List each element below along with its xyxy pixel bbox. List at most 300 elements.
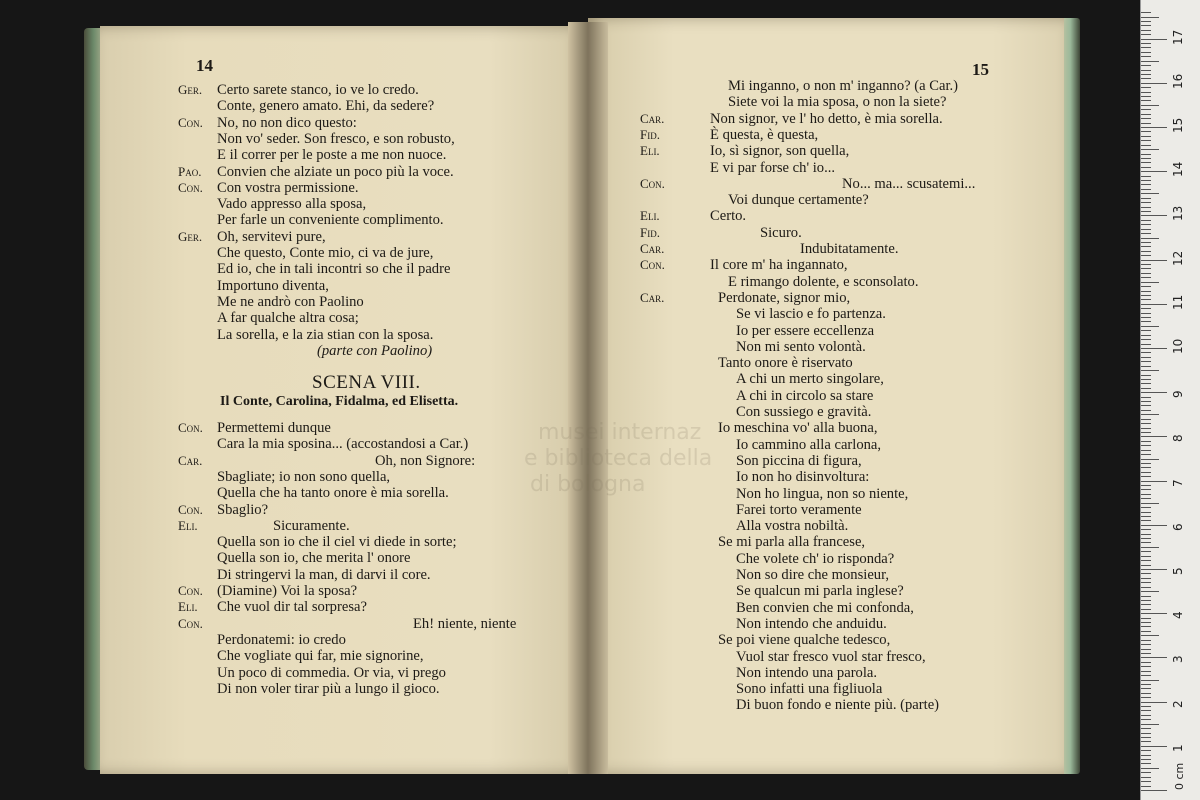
verse-line — [640, 681, 882, 697]
ruler-tick — [1141, 286, 1151, 287]
ruler-tick — [1141, 542, 1151, 543]
verse-line — [640, 78, 958, 94]
ruler-tick — [1141, 578, 1151, 579]
line-text: E rimango dolente, e sconsolato. — [728, 273, 919, 290]
ruler-tick — [1141, 728, 1151, 729]
line-text: Non mi sento volontà. — [736, 338, 866, 355]
ruler-tick — [1141, 423, 1151, 424]
verse-line — [640, 192, 869, 208]
ruler-tick — [1141, 631, 1151, 632]
line-text: Ed io, che in tali incontri so che il padre — [217, 261, 451, 278]
ruler-tick — [1141, 790, 1167, 791]
line-text: Alla vostra nobiltà. — [736, 518, 849, 535]
ruler-tick — [1141, 467, 1151, 468]
ruler-tick — [1141, 61, 1159, 62]
verse-line — [640, 274, 918, 290]
verse-line — [640, 632, 890, 648]
ruler-tick — [1141, 737, 1151, 738]
verse-line — [178, 212, 444, 228]
verse-line — [640, 649, 926, 665]
line-text: Se qualcun mi parla inglese? — [736, 583, 904, 600]
line-text: Voi dunque certamente? — [728, 192, 869, 209]
ruler-tick — [1141, 454, 1151, 455]
ruler-tick — [1141, 644, 1151, 645]
ruler-tick — [1141, 92, 1151, 93]
ruler-tick — [1141, 136, 1151, 137]
verse-line — [178, 261, 450, 277]
ruler-tick — [1141, 750, 1151, 751]
ruler-tick — [1141, 538, 1151, 539]
ruler-tick — [1141, 507, 1151, 508]
ruler-tick — [1141, 459, 1159, 460]
ruler-tick — [1141, 211, 1151, 212]
verse-line — [178, 294, 364, 310]
line-text: A chi un merto singolare, — [736, 371, 884, 388]
ruler-tick — [1141, 591, 1159, 592]
ruler-tick — [1141, 436, 1167, 437]
speaker-label: Car. — [178, 452, 203, 468]
watermark-line-2: e biblioteca della — [524, 446, 713, 471]
ruler-tick — [1141, 352, 1151, 353]
line-text: No... ma... scusatemi... — [842, 175, 976, 192]
ruler-tick — [1141, 494, 1151, 495]
line-text: Se vi lascio e fo partenza. — [736, 306, 886, 323]
verse-line — [640, 225, 802, 241]
line-text: Tanto onore è riservato — [718, 355, 853, 372]
line-text: Io cammino alla carlona, — [736, 436, 882, 453]
line-text: A chi in circolo sa stare — [736, 387, 874, 404]
line-text: Quella son io che il ciel vi diede in sorte; — [217, 534, 457, 551]
line-text: Certo sarete stanco, io ve lo credo. — [217, 82, 419, 98]
ruler-tick — [1141, 176, 1151, 177]
ruler-tick — [1141, 21, 1151, 22]
line-text: Per farle un conveniente complimento. — [217, 212, 444, 229]
speaker-label: Con. — [178, 501, 203, 517]
verse-line — [640, 176, 975, 192]
verse-line — [178, 420, 331, 436]
ruler-number: 2 — [1171, 699, 1185, 708]
ruler-tick — [1141, 361, 1151, 362]
verse-line — [640, 518, 848, 534]
verse-line — [178, 278, 329, 294]
ruler-tick — [1141, 317, 1151, 318]
ruler-tick — [1141, 291, 1151, 292]
right-page — [588, 18, 1064, 774]
line-text: Conte, genero amato. Ehi, da sedere? — [217, 98, 435, 115]
ruler-tick — [1141, 600, 1151, 601]
ruler-tick — [1141, 671, 1151, 672]
verse-line — [640, 241, 898, 257]
verse-line — [178, 485, 449, 501]
ruler-tick — [1141, 680, 1159, 681]
ruler-tick — [1141, 405, 1151, 406]
ruler-tick — [1141, 114, 1151, 115]
line-text: Me ne andrò con Paolino — [217, 293, 364, 310]
speaker-label: Con. — [640, 257, 665, 273]
line-text: Io per essere eccellenza — [736, 322, 875, 339]
speaker-label: Car. — [640, 289, 665, 305]
speaker-label: Pao. — [178, 163, 202, 179]
ruler-tick — [1141, 741, 1151, 742]
speaker-label: Con. — [178, 615, 203, 631]
ruler-number: 14 — [1171, 161, 1185, 178]
line-text: Siete voi la mia sposa, o non la siete? — [728, 94, 947, 111]
ruler-tick — [1141, 649, 1151, 650]
speaker-label: Eli. — [640, 208, 660, 224]
verse-line — [640, 355, 853, 371]
verse-line — [178, 469, 390, 485]
ruler-tick — [1141, 198, 1151, 199]
ruler-tick — [1141, 697, 1151, 698]
line-text: Sbagliate; io non sono quella, — [217, 468, 391, 485]
ruler-tick — [1141, 392, 1167, 393]
ruler-tick — [1141, 710, 1151, 711]
line-text: Io non ho disinvoltura: — [736, 469, 870, 486]
ruler-tick — [1141, 366, 1151, 367]
ruler-tick — [1141, 238, 1159, 239]
line-text: Cara la mia sposina... (accostandosi a Car.) — [217, 436, 469, 453]
ruler-tick — [1141, 445, 1151, 446]
ruler-tick — [1141, 428, 1151, 429]
line-text: Mi inganno, o non m' inganno? (a Car.) — [728, 78, 959, 94]
ruler-number: 13 — [1171, 206, 1185, 222]
left-page — [100, 26, 586, 774]
ruler-tick — [1141, 746, 1167, 747]
line-text: Perdonate, signor mio, — [718, 289, 851, 306]
ruler-tick — [1141, 485, 1151, 486]
ruler-tick — [1141, 348, 1167, 349]
ruler-tick — [1141, 618, 1151, 619]
verse-line — [178, 327, 433, 343]
line-text: E il correr per le poste a me non nuoce. — [217, 147, 447, 164]
ruler-tick — [1141, 640, 1151, 641]
ruler-tick — [1141, 582, 1151, 583]
ruler-tick — [1141, 401, 1151, 402]
verse-line — [178, 599, 367, 615]
verse-line — [640, 94, 946, 110]
ruler-tick — [1141, 162, 1151, 163]
ruler-tick — [1141, 260, 1167, 261]
verse-line — [640, 404, 871, 420]
ruler-tick — [1141, 17, 1159, 18]
line-text: È questa, è questa, — [710, 126, 819, 143]
ruler-tick — [1141, 596, 1151, 597]
ruler-tick — [1141, 622, 1151, 623]
line-text: Non signor, ve l' ho detto, è mia sorella. — [710, 110, 943, 127]
ruler-tick — [1141, 233, 1151, 234]
line-text: Sbaglio? — [217, 501, 269, 518]
ruler-tick — [1141, 419, 1151, 420]
verse-line — [178, 648, 424, 664]
ruler-tick — [1141, 657, 1167, 658]
verse-line — [178, 534, 457, 550]
verse-line — [178, 550, 411, 566]
ruler-tick — [1141, 78, 1151, 79]
ruler-tick — [1141, 118, 1151, 119]
line-text: Il core m' ha ingannato, — [710, 257, 848, 274]
verse-line — [178, 196, 366, 212]
ruler-tick — [1141, 463, 1151, 464]
speaker-label: Con. — [178, 583, 203, 598]
ruler-tick — [1141, 560, 1151, 561]
ruler-tick — [1141, 43, 1151, 44]
verse-line — [640, 371, 884, 387]
ruler-number: 6 — [1171, 523, 1185, 531]
verse-line — [640, 388, 873, 404]
line-text: Oh, non Signore: — [375, 452, 476, 469]
ruler-tick — [1141, 604, 1151, 605]
ruler-tick — [1141, 313, 1151, 314]
ruler-number: 16 — [1171, 73, 1185, 89]
ruler-tick — [1141, 255, 1151, 256]
ruler-tick — [1141, 768, 1159, 769]
ruler-tick — [1141, 410, 1151, 411]
verse-line — [640, 290, 850, 306]
line-text: Oh, servitevi pure, — [217, 228, 326, 245]
line-text: Eh! niente, niente — [413, 615, 517, 632]
verse-line — [178, 131, 455, 147]
line-text: No, no non dico questo: — [217, 114, 357, 131]
verse-line — [178, 147, 446, 163]
ruler-tick — [1141, 321, 1151, 322]
line-text: Con sussiego e gravità. — [736, 404, 872, 420]
ruler-tick — [1141, 295, 1151, 296]
ruler-tick — [1141, 397, 1151, 398]
verse-line — [640, 502, 862, 518]
speaker-label: Ger. — [178, 82, 203, 97]
line-text: Che vuol dir tal sorpresa? — [217, 599, 367, 616]
verse-line — [640, 567, 889, 583]
ruler-tick — [1141, 34, 1151, 35]
verse-line — [640, 583, 904, 599]
verse-line — [178, 502, 268, 518]
ruler-tick — [1141, 379, 1151, 380]
speaker-label: Eli. — [640, 143, 660, 159]
line-text: Indubitatamente. — [800, 241, 899, 257]
line-text: (Diamine) Voi la sposa? — [217, 583, 358, 599]
verse-line — [640, 208, 746, 224]
verse-line — [178, 453, 475, 469]
ruler-tick — [1141, 755, 1151, 756]
verse-line — [640, 534, 865, 550]
ruler-tick — [1141, 242, 1151, 243]
line-text: Che volete ch' io risponda? — [736, 550, 895, 567]
ruler-tick — [1141, 432, 1151, 433]
verse-line — [640, 111, 943, 127]
line-text: Di non voler tirar più a lungo il gioco. — [217, 680, 440, 697]
ruler-tick — [1141, 25, 1151, 26]
ruler-tick — [1141, 149, 1159, 150]
ruler-tick — [1141, 56, 1151, 57]
ruler-tick — [1141, 569, 1167, 570]
verse-line — [178, 665, 446, 681]
ruler-tick — [1141, 180, 1151, 181]
speaker-label: Con. — [178, 179, 203, 195]
line-text: Un poco di commedia. Or via, vi prego — [217, 664, 446, 681]
ruler-unit-label: 0 cm — [1173, 762, 1186, 790]
verse-line — [640, 665, 877, 681]
speaker-label: Fid. — [640, 224, 660, 240]
verse-line — [640, 339, 866, 355]
line-text: (parte con Paolino) — [317, 342, 433, 359]
verse-line — [178, 436, 468, 452]
book-spine — [568, 22, 608, 774]
ruler-tick — [1141, 520, 1151, 521]
ruler-tick — [1141, 688, 1151, 689]
verse-line — [178, 98, 434, 114]
ruler-tick — [1141, 715, 1151, 716]
ruler-tick — [1141, 472, 1151, 473]
line-text: Non vo' seder. Son fresco, e son robusto, — [217, 130, 455, 147]
ruler-tick — [1141, 207, 1151, 208]
ruler-number: 12 — [1171, 250, 1185, 266]
ruler-tick — [1141, 277, 1151, 278]
ruler-tick — [1141, 763, 1151, 764]
verse-line — [640, 306, 886, 322]
ruler-tick — [1141, 719, 1151, 720]
ruler-number: 7 — [1171, 478, 1185, 487]
ruler-tick — [1141, 12, 1151, 13]
verse-line — [640, 127, 818, 143]
ruler-tick — [1141, 39, 1167, 40]
line-text: Certo. — [710, 208, 747, 225]
ruler-tick — [1141, 666, 1151, 667]
ruler-tick — [1141, 706, 1151, 707]
verse-line — [178, 82, 419, 98]
ruler-tick — [1141, 229, 1151, 230]
ruler-tick — [1141, 759, 1151, 760]
verse-line — [178, 583, 357, 599]
ruler-tick — [1141, 675, 1151, 676]
verse-line — [640, 600, 914, 616]
ruler-tick — [1141, 30, 1151, 31]
line-text: Importuno diventa, — [217, 277, 329, 294]
ruler-tick — [1141, 251, 1151, 252]
ruler-tick — [1141, 158, 1151, 159]
ruler-tick — [1141, 220, 1151, 221]
ruler-number: 15 — [1171, 117, 1185, 133]
ruler-tick — [1141, 357, 1151, 358]
verse-line — [640, 257, 848, 273]
ruler-tick — [1141, 489, 1151, 490]
speaker-label: Fid. — [640, 126, 660, 142]
ruler-tick — [1141, 724, 1159, 725]
ruler-number: 17 — [1171, 29, 1185, 45]
ruler-tick — [1141, 786, 1151, 787]
ruler-tick — [1141, 339, 1151, 340]
verse-line — [178, 229, 326, 245]
ruler-tick — [1141, 441, 1151, 442]
ruler-tick — [1141, 525, 1167, 526]
scene-cast: Il Conte, Carolina, Fidalma, ed Elisetta. — [220, 394, 459, 409]
line-text: E vi par forse ch' io... — [710, 159, 836, 176]
ruler-tick — [1141, 772, 1151, 773]
ruler-tick — [1141, 145, 1151, 146]
ruler-tick — [1141, 534, 1151, 535]
scene-title: SCENA VIII. — [312, 372, 421, 393]
line-text: Che vogliate qui far, mie signorine, — [217, 648, 424, 665]
verse-line — [640, 143, 849, 159]
ruler-tick — [1141, 565, 1151, 566]
ruler-tick — [1141, 282, 1159, 283]
line-text: Se poi viene qualche tedesco, — [718, 632, 891, 649]
ruler-tick — [1141, 264, 1151, 265]
watermark-line-1: musei internaz — [538, 420, 702, 445]
ruler-tick — [1141, 123, 1151, 124]
line-text: Che questo, Conte mio, ci va de jure, — [217, 245, 434, 261]
verse-line — [640, 486, 908, 502]
line-text: Farei torto veramente — [736, 501, 862, 518]
ruler-tick — [1141, 140, 1151, 141]
line-text: Perdonatemi: io credo — [217, 631, 346, 648]
ruler-tick — [1141, 109, 1151, 110]
line-text: Di stringervi la man, di darvi il core. — [217, 566, 431, 583]
ruler-tick — [1141, 370, 1159, 371]
ruler-tick — [1141, 184, 1151, 185]
ruler-tick — [1141, 481, 1167, 482]
ruler-tick — [1141, 653, 1151, 654]
speaker-label: Con. — [178, 420, 203, 435]
ruler-tick — [1141, 65, 1151, 66]
verse-line — [178, 518, 350, 534]
ruler-tick — [1141, 450, 1151, 451]
ruler-tick — [1141, 154, 1151, 155]
ruler-tick — [1141, 171, 1167, 172]
line-text: Permettemi dunque — [217, 420, 331, 436]
verse-line — [640, 323, 874, 339]
line-text: Non intendo una parola. — [736, 664, 878, 681]
verse-line — [178, 681, 440, 697]
ruler-tick — [1141, 626, 1151, 627]
ruler-tick — [1141, 684, 1151, 685]
ruler-tick — [1141, 70, 1151, 71]
ruler-tick — [1141, 83, 1167, 84]
ruler-tick — [1141, 246, 1151, 247]
speaker-label: Car. — [640, 110, 665, 126]
ruler-tick — [1141, 662, 1151, 663]
line-text: Io, sì signor, son quella, — [710, 143, 850, 160]
ruler-tick — [1141, 498, 1151, 499]
left-page-number: 14 — [196, 56, 213, 75]
ruler-number: 8 — [1171, 434, 1185, 443]
ruler-tick — [1141, 777, 1151, 778]
ruler-tick — [1141, 547, 1159, 548]
ruler-tick — [1141, 105, 1159, 106]
ruler-tick — [1141, 383, 1151, 384]
ruler-tick — [1141, 335, 1151, 336]
right-page-number: 15 — [972, 60, 989, 79]
speaker-label: Ger. — [178, 228, 203, 244]
ruler-tick — [1141, 613, 1167, 614]
verse-line — [178, 616, 516, 632]
ruler-number: 10 — [1171, 338, 1185, 354]
speaker-label: Eli. — [178, 517, 198, 533]
ruler-tick — [1141, 304, 1167, 305]
ruler-tick — [1141, 299, 1151, 300]
ruler-tick — [1141, 476, 1151, 477]
ruler-tick — [1141, 193, 1159, 194]
verse-line — [178, 310, 359, 326]
ruler-tick — [1141, 189, 1151, 190]
ruler-tick — [1141, 414, 1159, 415]
line-text: Io meschina vo' alla buona, — [718, 420, 878, 437]
ruler-tick — [1141, 308, 1151, 309]
ruler-tick — [1141, 693, 1151, 694]
ruler-tick — [1141, 635, 1159, 636]
line-text: A far qualche altra cosa; — [217, 310, 359, 327]
line-text: Con vostra permissione. — [217, 179, 359, 196]
ruler-tick — [1141, 529, 1151, 530]
